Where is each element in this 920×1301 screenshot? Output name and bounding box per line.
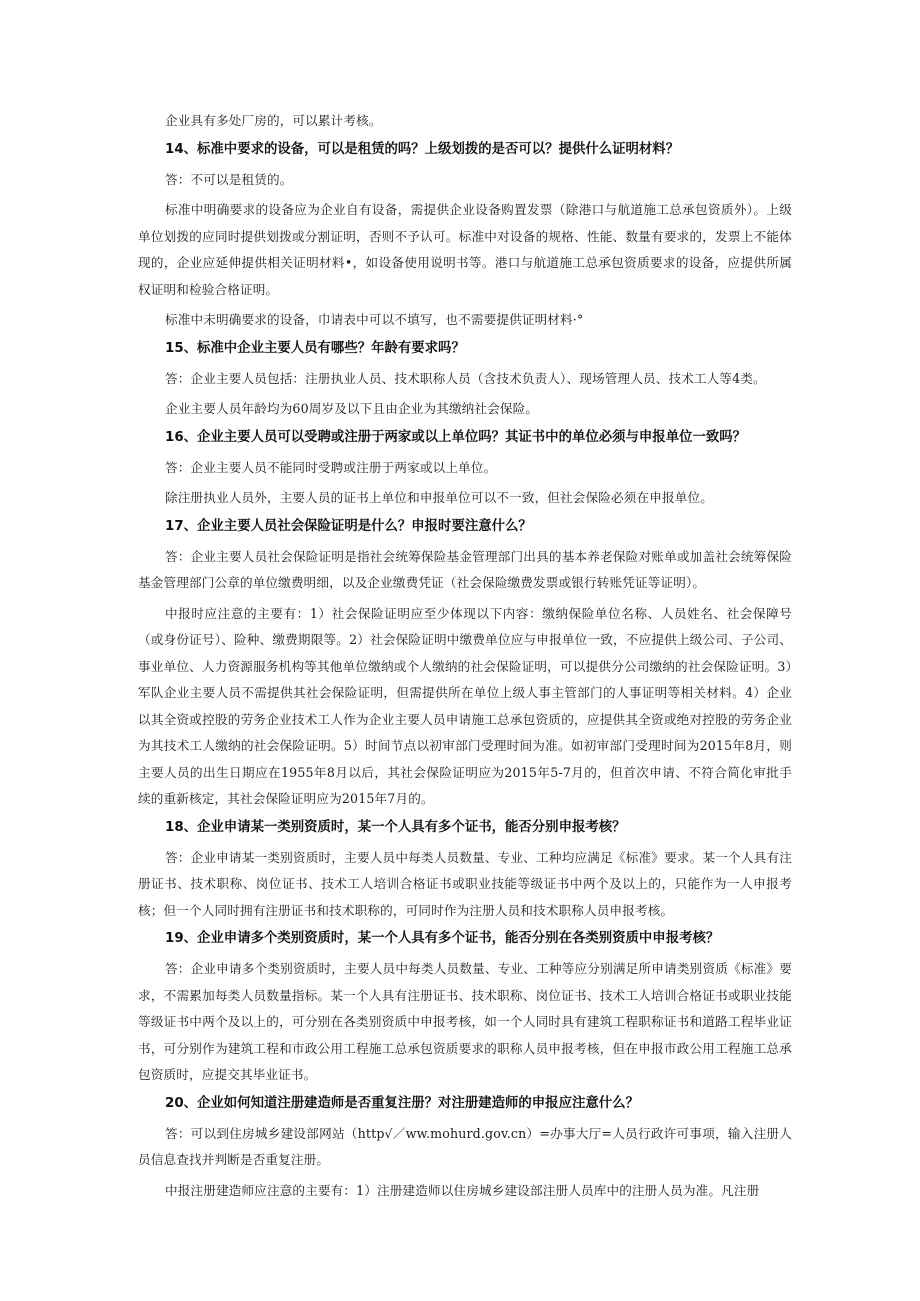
question-heading: 16、企业主要人员可以受聘或注册于两家或以上单位吗？其证书中的单位必须与申报单位一致吗？: [165, 429, 747, 445]
answer-paragraph: 答：可以到住房城乡建设部网站（http√／ww.mohurd.gov.cn）=办事大厅=人员行政许可事项，输入注册人员信息查找并判断是否重复注册。: [138, 1125, 792, 1167]
paragraph: 企业主要人员年龄均为60周岁及以下且由企业为其缴纳社会保险。: [165, 401, 539, 416]
paragraph: 标准中未明确要求的设备，巾请表中可以不填写，也不需要提供证明材料·°: [165, 312, 584, 327]
document-body: [138, 108, 792, 1208]
question-heading: 15、标准中企业主要人员有哪些？年龄有要求吗？: [165, 340, 465, 356]
answer-paragraph: 答：企业主要人员社会保险证明是指社会统筹保险基金管理部门出具的基本养老保险对账单或加盖社会统筹保险基金管理部门公章的单位缴费明细，以及企业缴费凭证（社会保险缴费发票或银行转账凭证等证明）。: [138, 548, 792, 590]
paragraph: 企业具有多处厂房的，可以累计考核。: [165, 113, 382, 128]
question-heading: 17、企业主要人员社会保险证明是什么？申报时要注意什么？: [165, 518, 532, 534]
answer-paragraph: 答：企业申请某一类别资质时，主要人员中每类人员数量、专业、工种均应满足《标准》要求。某一个人具有注册证书、技术职称、岗位证书、技术工人培训合格证书或职业技能等级证书中两个及以上的，只能作为一人申报考核；但一个人同时拥有注册证书和技术职称的，可同时作为注册人员和技术职称人员申报考核。: [138, 849, 792, 918]
question-heading: 14、标准中要求的设备，可以是租赁的吗？上级划拨的是否可以？提供什么证明材料？: [165, 141, 680, 157]
question-heading: 18、企业申请某一类别资质时，某一个人具有多个证书，能否分别申报考核？: [165, 819, 626, 835]
paragraph: 中报时应注意的主要有：1）社会保险证明应至少体现以下内容：缴纳保险单位名称、人员姓名、社会保障号（或身份证号）、险种、缴费期限等。2）社会保险证明中缴费单位应与申报单位一致，不应提供上级公司、子公司、事业单位、人力资源服务机构等其他单位缴纳或个人缴纳的社会保险证明，可以提供分公司缴纳的社会保险证明。3）军队企业主要人员不需提供其社会保险证明，但需提供所在单位上级人事主管部门的人事证明等相关材料。4）企业以其全资或控股的劳务企业技术工人作为企业主要人员申请施工总承包资质的，应提供其全资或绝对控股的劳务企业为其技术工人缴纳的社会保险证明。5）时间节点以初审部门受理时间为准。如初审部门受理时间为2015年8月，则主要人员的出生日期应在1955年8月以后，其社会保险证明应为2015年5-7月的，但首次申请、不符合简化审批手续的重新核定，其社会保险证明应为2015年7月的。: [138, 605, 792, 806]
paragraph: 标准中明确要求的设备应为企业自有设备，需提供企业设备购置发票（除港口与航道施工总承包资质外）。上级单位划拨的应同时提供划拨或分割证明，否则不予认可。标准中对设备的规格、性能、数量有要求的，发票上不能体现的，企业应延伸提供相关证明材料•，如设备使用说明书等。港口与航道施工总承包资质要求的设备，应提供所属权证明和检验合格证明。: [138, 202, 792, 297]
paragraph: 中报注册建造师应注意的主要有：1）注册建造师以住房城乡建设部注册人员库中的注册人员为准。凡注册: [165, 1182, 760, 1198]
answer-paragraph: 答：不可以是租赁的。: [165, 171, 293, 187]
paragraph: 除注册执业人员外，主要人员的证书上单位和申报单位可以不一致，但社会保险必须在申报单位。: [165, 490, 713, 505]
question-heading: 19、企业申请多个类别资质时，某一个人具有多个证书，能否分别在各类别资质中申报考核？: [165, 931, 720, 946]
answer-paragraph: 答：企业主要人员包括：注册执业人员、技术职称人员（含技术负责人）、现场管理人员、技术工人等4类。: [165, 370, 766, 386]
question-heading: 20、企业如何知道注册建造师是否重复注册？对注册建造师的申报应注意什么？: [165, 1095, 639, 1111]
answer-paragraph: 答：企业主要人员不能同时受聘或注册于两家或以上单位。: [165, 459, 497, 475]
answer-paragraph: 答：企业申请多个类别资质时，主要人员中每类人员数量、专业、工种等应分别满足所申请类别资质《标准》要求，不需累加每类人员数量指标。某一个人具有注册证书、技术职称、岗位证书、技术工人培训合格证书或职业技能等级证书中两个及以上的，可分别在各类别资质中申报考核，如一个人同时具有建筑工程职称证书和道路工程毕业证书，可分别作为建筑工程和市政公用工程施工总承包资质要求的职称人员申报考核，但在申报市政公用工程施工总承包资质时，应提交其毕业证书。: [138, 961, 792, 1082]
